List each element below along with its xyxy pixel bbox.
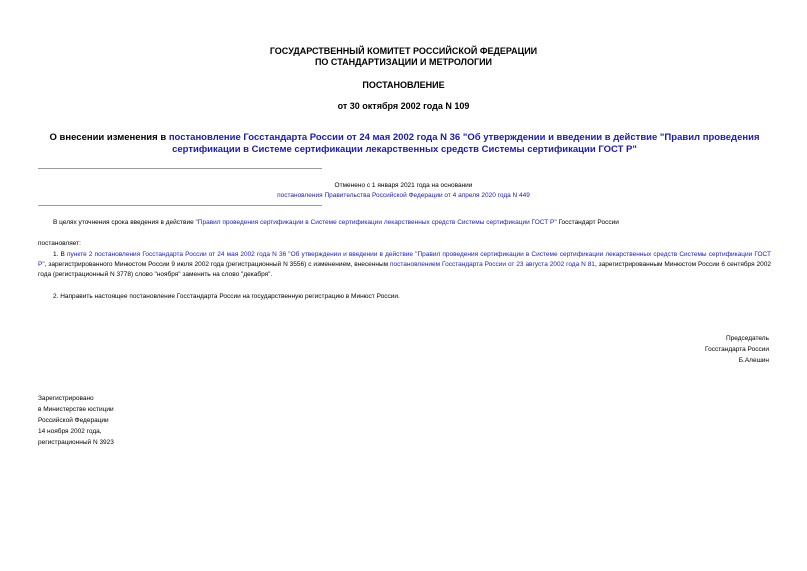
decides: постановляет: [38, 240, 81, 247]
item1-middle: , зарегистрированного Минюстом России 9 июля 2002 года (регистрационный N 3556) с изменением, внесенным [44, 261, 390, 268]
title-prefix: О внесении изменения в [49, 132, 169, 143]
registration-line-1: Зарегистрировано [38, 395, 94, 402]
preamble-suffix: Госстандарт России [556, 219, 619, 226]
registration-line-5: регистрационный N 3923 [38, 439, 114, 446]
item1-prefix: 1. В [53, 251, 67, 258]
registration-line-4: 14 ноября 2002 года, [38, 428, 102, 435]
item1-suffix: , зарегистрированным Минюстом России 6 сентября 2002 года (регистрационный N 3778) слово "ноября" заменить на слово "декабря". [38, 261, 771, 278]
item-1 [38, 250, 771, 280]
preamble [38, 218, 771, 228]
signature-position: Председатель [725, 335, 769, 342]
doc-title [38, 132, 771, 156]
doc-type: ПОСТАНОВЛЕНИЕ [362, 80, 445, 90]
signature-organization: Госстандарта России [705, 346, 769, 353]
divider-top [38, 168, 322, 169]
item1-link-resolution-36[interactable]: пункте 2 постановления Госстандарта России от 24 мая 2002 года N 36 "Об утверждении и введении в действие "Правил проведения сертификации в Системе сертификации лекарственных средств Системы сертификации ГОСТ Р" [38, 251, 771, 268]
annulled-note [0, 181, 807, 201]
doc-date: от 30 октября 2002 года N 109 [337, 101, 470, 111]
registration-line-2: в Министерстве юстиции [38, 406, 114, 413]
signature-name: Б.Алешин [738, 357, 769, 364]
annulled-text: Отменено с 1 января 2021 года на основании [334, 182, 473, 189]
divider-bottom [38, 205, 322, 206]
annulled-link[interactable]: постановления Правительства Российской Федерации от 4 апреля 2020 года N 449 [277, 192, 530, 199]
header-line-2: ПО СТАНДАРТИЗАЦИИ И МЕТРОЛОГИИ [314, 57, 493, 67]
signature-block [549, 333, 769, 366]
item1-link-resolution-81[interactable]: постановлением Госстандарта России от 23 августа 2002 года N 81 [390, 261, 595, 268]
registration-block [38, 393, 238, 448]
title-link[interactable]: постановление Госстандарта России от 24 мая 2002 года N 36 "Об утверждении и введении в действие "Правил проведения сертификации в Системе сертификации лекарственных средств Системы сертификации ГОСТ Р" [168, 132, 760, 155]
header-agency [0, 46, 807, 68]
preamble-prefix: В целях уточнения срока введения в действие [53, 219, 196, 226]
registration-line-3: Российской Федерации [38, 417, 109, 424]
preamble-link[interactable]: "Правил проведения сертификации в Системе сертификации лекарственных средств Системы сертификации ГОСТ Р" [195, 219, 557, 226]
item-2: 2. Направить настоящее постановление Госстандарта России на государственную регистрацию в Минюст России. [53, 293, 400, 300]
header-line-1: ГОСУДАРСТВЕННЫЙ КОМИТЕТ РОССИЙСКОЙ ФЕДЕРАЦИИ [269, 46, 538, 56]
